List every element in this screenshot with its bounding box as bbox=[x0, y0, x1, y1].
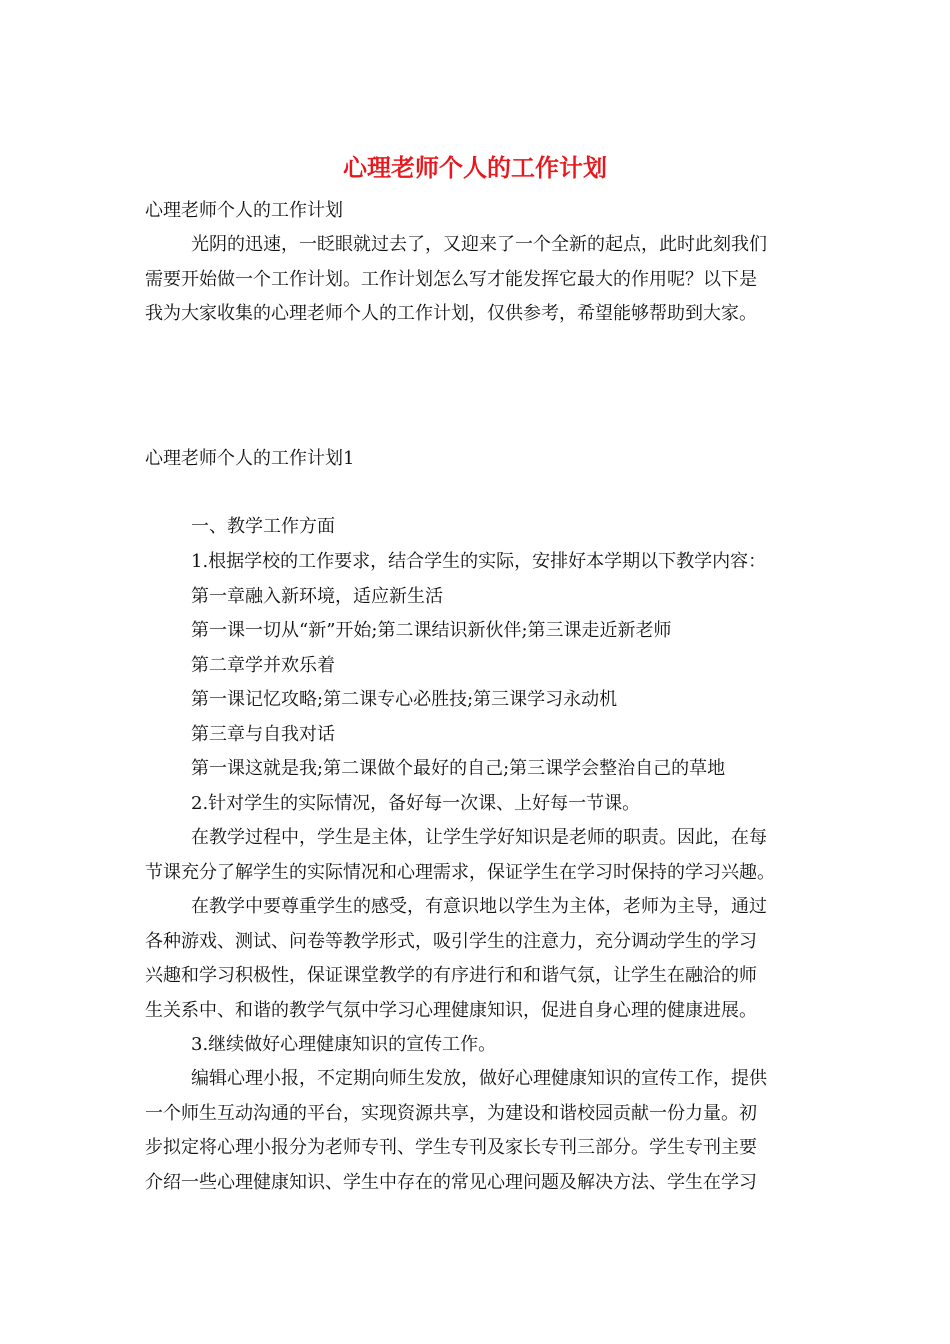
subsection-heading: 一、教学工作方面 bbox=[191, 516, 335, 537]
intro-line: 光阴的迅速，一眨眼就过去了，又迎来了一个全新的起点，此时此刻我们 bbox=[191, 234, 767, 255]
list-item: 第三章与自我对话 bbox=[191, 723, 335, 745]
list-item: 第一课这就是我;第二课做个最好的自己;第三课学会整治自己的草地 bbox=[191, 758, 726, 779]
paragraph-line: 生关系中、和谐的教学气氛中学习心理健康知识，促进自身心理的健康进展。 bbox=[145, 999, 757, 1021]
list-item: 1.根据学校的工作要求，结合学生的实际，安排好本学期以下教学内容： bbox=[191, 551, 767, 572]
list-item: 第二章学并欢乐着 bbox=[191, 654, 335, 676]
paragraph-line: 在教学过程中，学生是主体，让学生学好知识是老师的职责。因此，在每 bbox=[191, 827, 767, 848]
section-heading: 心理老师个人的工作计划1 bbox=[145, 448, 355, 469]
paragraph-line: 兴趣和学习积极性，保证课堂教学的有序进行和和谐气氛，让学生在融洽的师 bbox=[145, 965, 757, 986]
list-item: 第一课记忆攻略;第二课专心必胜技;第三课学习永动机 bbox=[191, 689, 618, 710]
paragraph-line: 在教学中要尊重学生的感受，有意识地以学生为主体，老师为主导，通过 bbox=[191, 896, 767, 917]
list-item: 第一章融入新环境，适应新生活 bbox=[191, 585, 443, 607]
intro-paragraph bbox=[145, 228, 810, 332]
paragraph-line: 各种游戏、测试、问卷等教学形式，吸引学生的注意力，充分调动学生的学习 bbox=[145, 930, 757, 952]
paragraph-line: 一个师生互动沟通的平台，实现资源共享，为建设和谐校园贡献一份力量。初 bbox=[145, 1102, 757, 1124]
paragraph-newsletter bbox=[145, 1062, 810, 1200]
paragraph-respect-students bbox=[145, 890, 810, 1028]
intro-line: 需要开始做一个工作计划。工作计划怎么写才能发挥它最大的作用呢？以下是 bbox=[145, 268, 757, 290]
paragraph-teaching-role bbox=[145, 821, 810, 890]
paragraph-line: 介绍一些心理健康知识、学生中存在的常见心理问题及解决方法、学生在学习 bbox=[145, 1171, 757, 1193]
list-item: 第一课一切从“新”开始;第二课结识新伙伴;第三课走近新老师 bbox=[191, 620, 672, 641]
paragraph-line: 节课充分了解学生的实际情况和心理需求，保证学生在学习时保持的学习兴趣。 bbox=[145, 861, 775, 883]
list-item-3: 3.继续做好心理健康知识的宣传工作。 bbox=[191, 1034, 497, 1055]
paragraph-line: 步拟定将心理小报分为老师专刊、学生专刊及家长专刊三部分。学生专刊主要 bbox=[145, 1137, 757, 1158]
list-item: 2.针对学生的实际情况，备好每一次课、上好每一节课。 bbox=[191, 792, 641, 814]
intro-line: 我为大家收集的心理老师个人的工作计划，仅供参考，希望能够帮助到大家。 bbox=[145, 303, 757, 324]
syllabus-list bbox=[145, 545, 856, 821]
document-title: 心理老师个人的工作计划 bbox=[343, 153, 607, 182]
paragraph-line: 编辑心理小报，不定期向师生发放，做好心理健康知识的宣传工作，提供 bbox=[191, 1068, 767, 1089]
document-subtitle: 心理老师个人的工作计划 bbox=[145, 200, 343, 221]
